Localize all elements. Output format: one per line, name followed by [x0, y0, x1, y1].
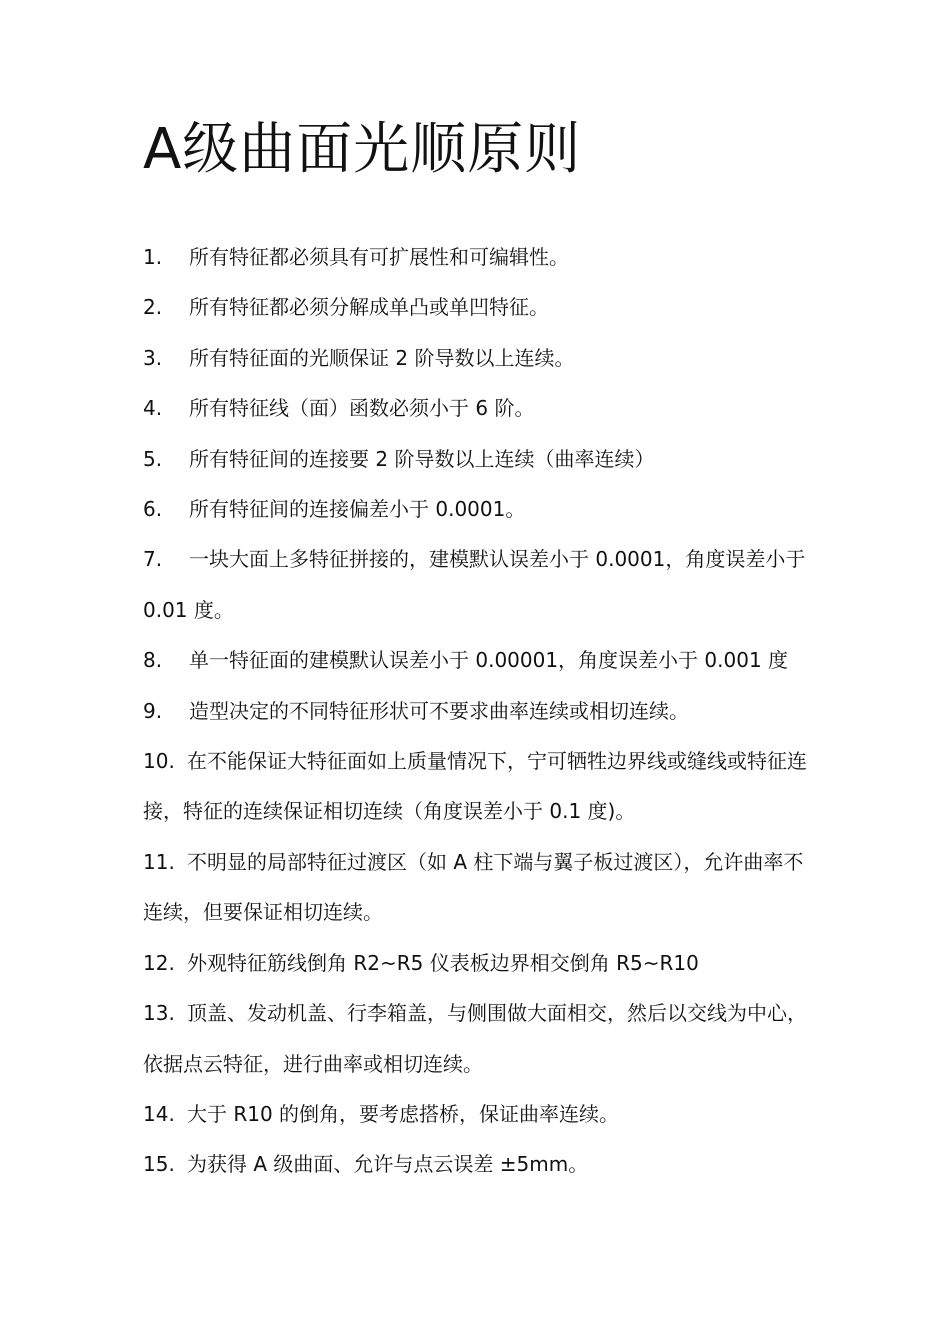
rule-number: 5. [143, 446, 163, 471]
rule-text: 不明显的局部特征过渡区（如 A 柱下端与翼子板过渡区），允许曲率不连续，但要保证相切连续。 [143, 849, 804, 925]
rules-list [143, 232, 813, 1190]
rule-text: 单一特征面的建模默认误差小于 0.00001，角度误差小于 0.001 度 [189, 648, 789, 673]
document-title: A级曲面光顺原则 [143, 116, 582, 182]
rule-number: 4. [143, 396, 163, 421]
rule-item [143, 484, 813, 534]
rule-number: 10. [143, 749, 175, 774]
rule-item [143, 635, 813, 685]
rule-text: 顶盖、发动机盖、行李箱盖，与侧围做大面相交，然后以交线为中心，依据点云特征，进行曲率或相切连续。 [143, 1001, 807, 1076]
rule-number: 1. [143, 245, 163, 269]
rule-text: 所有特征间的连接偏差小于 0.0001。 [189, 497, 526, 522]
rule-item [143, 282, 813, 332]
rule-item [143, 736, 813, 837]
rule-text: 一块大面上多特征拼接的，建模默认误差小于 0.0001，角度误差小于 0.01 度。 [143, 547, 806, 622]
rule-text: 造型决定的不同特征形状可不要求曲率连续或相切连续。 [189, 698, 689, 723]
rule-item [143, 686, 813, 736]
rule-number: 3. [143, 345, 163, 370]
rule-item [143, 938, 813, 988]
rule-number: 7. [143, 547, 163, 572]
rule-text: 外观特征筋线倒角 R2~R5 仪表板边界相交倒角 R5~R10 [187, 950, 699, 975]
rule-item [143, 333, 813, 383]
rule-item [143, 1139, 813, 1189]
rule-text: 所有特征都必须分解成单凸或单凹特征。 [189, 295, 549, 320]
rule-number: 13. [143, 1001, 175, 1026]
rule-text: 所有特征都必须具有可扩展性和可编辑性。 [189, 245, 569, 269]
rule-number: 12. [143, 950, 175, 975]
rule-item [143, 232, 813, 282]
rule-item [143, 534, 813, 635]
rule-item [143, 434, 813, 484]
rule-text: 为获得 A 级曲面、允许与点云误差 ±5mm。 [187, 1152, 589, 1177]
rule-item [143, 837, 813, 938]
rule-item [143, 383, 813, 433]
rule-text: 所有特征线（面）函数必须小于 6 阶。 [189, 396, 535, 421]
rule-number: 6. [143, 497, 163, 522]
rule-text: 在不能保证大特征面如上质量情况下，宁可牺牲边界线或缝线或特征连接，特征的连续保证相切连续（角度误差小于 0.1 度)。 [143, 749, 807, 824]
rule-number: 15. [143, 1152, 175, 1177]
rule-text: 所有特征面的光顺保证 2 阶导数以上连续。 [189, 345, 575, 370]
rule-text: 大于 R10 的倒角，要考虑搭桥，保证曲率连续。 [187, 1101, 620, 1126]
rule-number: 11. [143, 849, 175, 874]
rule-number: 14. [143, 1101, 175, 1126]
rule-item [143, 1089, 813, 1139]
rule-number: 2. [143, 295, 163, 320]
rule-item [143, 988, 813, 1089]
rule-text: 所有特征间的连接要 2 阶导数以上连续（曲率连续） [189, 446, 655, 471]
rule-number: 9. [143, 698, 163, 723]
rule-number: 8. [143, 648, 163, 673]
